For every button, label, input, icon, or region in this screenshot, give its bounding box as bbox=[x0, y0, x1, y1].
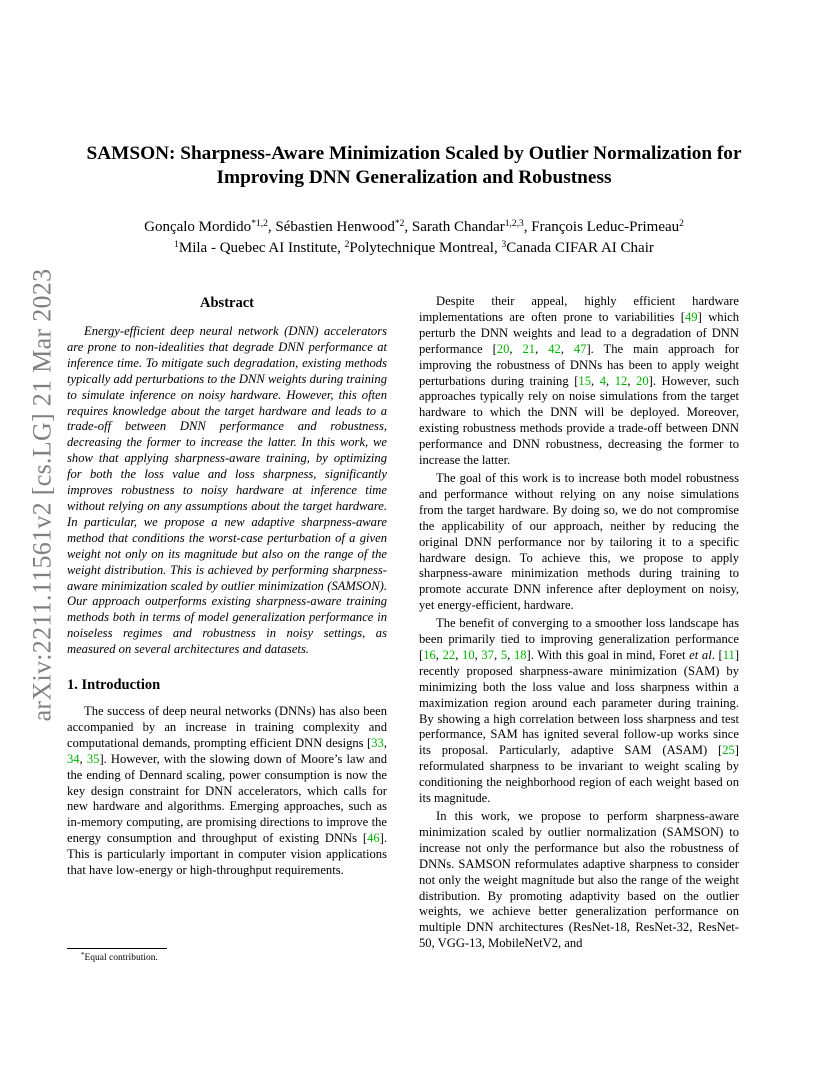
intro-paragraph-3: The goal of this work is to increase both model robustness and performance without relying on any noise simulations from the target hardware. By doing so, we do not compromise the applicability of our approach, neither by reducing the original DNN performance nor by tailoring it to a specific hardware design. To achieve this, we propose to apply sharpness-aware minimization methods during training to promote accurate DNN inference after deployment on noisy, yet energy-efficient, hardware. bbox=[419, 470, 739, 613]
citation-link[interactable]: 5 bbox=[500, 647, 508, 662]
text-run: , bbox=[509, 341, 523, 356]
text-run: ]. With this goal in mind, Foret bbox=[526, 647, 690, 662]
footnote-text: Equal contribution. bbox=[84, 953, 158, 963]
author-3: , Sarath Chandar bbox=[404, 219, 505, 235]
citation-link[interactable]: 4 bbox=[599, 373, 607, 388]
arxiv-identifier-text: arXiv:2211.11561v2 [cs.LG] 21 Mar 2023 bbox=[27, 268, 56, 722]
text-run: , bbox=[79, 751, 87, 766]
author-list bbox=[64, 217, 764, 238]
citation-link[interactable]: 10 bbox=[462, 647, 475, 662]
text-run: ]. The main approach for improving the robustness of DNNs has been to apply weight perturbations during training [ bbox=[419, 341, 740, 388]
author-4: , François Leduc-Primeau bbox=[523, 219, 680, 235]
text-run: The success of deep neural networks (DNNs) has also been accompanied by an increase in training complexity and computational demands, prompting efficient DNN designs [ bbox=[67, 704, 387, 750]
paper-title bbox=[64, 142, 764, 190]
author-block bbox=[64, 217, 764, 259]
text-run: ]. This is particularly important in computer vision applications that have low-energy or high-throughput requirements. bbox=[67, 831, 387, 878]
affil-1-mark: 1 bbox=[174, 240, 179, 250]
affiliation-1: Mila - Quebec AI Institute, bbox=[178, 240, 345, 256]
citation-link[interactable]: 18 bbox=[513, 647, 527, 662]
text-run: The benefit of converging to a smoother loss landscape has been primarily tied to improving generalization performance [ bbox=[419, 616, 739, 662]
text-run: ]. However, such approaches typically rely on noise simulations from the target hardware to which the DNN will be deployed. Moreover, existing robustness methods provide a trade-off between DNN performance and DNN robustness, decreasing the former to increase the latter. bbox=[419, 373, 740, 468]
text-run: , bbox=[455, 647, 463, 662]
text-run: Despite their appeal, highly efficient hardware implementations are often prone to variabilities [ bbox=[419, 294, 739, 324]
text-run: , bbox=[507, 647, 514, 662]
author-4-affil: 2 bbox=[679, 219, 684, 229]
citation-link[interactable]: 15 bbox=[578, 373, 591, 388]
citation-link[interactable]: 16 bbox=[423, 647, 436, 662]
citation-link[interactable]: 20 bbox=[636, 373, 649, 388]
citation-link[interactable]: 22 bbox=[442, 647, 456, 662]
author-2: , Sébastien Henwood bbox=[267, 219, 395, 235]
citation-link[interactable]: 20 bbox=[496, 341, 510, 356]
intro-paragraph-5: In this work, we propose to perform sharpness-aware minimization scaled by outlier normalization (SAMSON) to increase not only the performance but also the robustness of DNNs. SAMSON reformulates adaptive sharpness to consider not only the weight magnitude but also the range of the weight distribution. By promoting adaptivity based on the outlier weights, we achieve better generalization performance on multiple DNN architectures (ResNet-18, ResNet-32, ResNet-50, VGG-13, MobileNetV2, and bbox=[419, 809, 739, 951]
citation-link[interactable]: 49 bbox=[684, 309, 698, 324]
citation-link[interactable]: 11 bbox=[722, 647, 735, 662]
text-run: ]. However, with the slowing down of Moore’s law and the ending of Dennard scaling, power consumption is now the key design constraint for DNN accelerators, which calls for new hardware and algorithms. Emerging approaches, such as in-memory computing, are promising directions to improve the energy consumption and throughput of existing DNNs [ bbox=[67, 751, 388, 846]
text-run: , bbox=[435, 647, 443, 662]
text-run: . [ bbox=[711, 647, 723, 662]
author-2-affil: *2 bbox=[394, 219, 405, 229]
citation-link[interactable]: 21 bbox=[522, 341, 536, 356]
footnote-mark: * bbox=[81, 951, 85, 959]
footnote bbox=[81, 952, 158, 964]
citation-link[interactable]: 25 bbox=[722, 743, 735, 758]
footnote-rule bbox=[67, 948, 167, 949]
citation-link[interactable]: 37 bbox=[481, 647, 495, 662]
text-run: ] which perturb the DNN weights and lead to a degradation of DNN performance [ bbox=[419, 309, 739, 356]
text-run: ] reformulated sharpness to be invariant to weight scaling by conditioning the neighborhood region of each weight based on its magnitude. bbox=[419, 743, 739, 806]
text-run: , bbox=[383, 735, 387, 750]
text-run: ] recently proposed sharpness-aware minimization (SAM) by minimizing both the loss value and loss sharpness within a maximization region around each parameter during training. By showing a high correlation between loss sharpness and test performance, SAM has ignited several follow-up works since its proposal. Particularly, adaptive SAM (ASAM) [ bbox=[419, 647, 740, 758]
text-run: , bbox=[627, 373, 637, 388]
affil-2-mark: 2 bbox=[344, 240, 350, 250]
citation-link[interactable]: 34 bbox=[67, 751, 80, 766]
citation-link[interactable]: 35 bbox=[86, 751, 100, 766]
abstract-heading: Abstract bbox=[200, 295, 254, 311]
affiliation-2: Polytechnique Montreal, bbox=[349, 240, 502, 256]
text-run: , bbox=[494, 647, 501, 662]
text-run: , bbox=[535, 341, 549, 356]
text-run: , bbox=[606, 373, 615, 388]
right-column bbox=[419, 294, 739, 952]
text-run: , bbox=[560, 341, 574, 356]
title-line-1: SAMSON: Sharpness-Aware Minimization Scaled by Outlier Normalization for bbox=[86, 143, 742, 164]
citation-link[interactable]: 46 bbox=[367, 831, 380, 846]
et-al-text: et al bbox=[689, 647, 712, 662]
arxiv-identifier bbox=[20, 268, 64, 722]
author-1: Gonçalo Mordido bbox=[144, 219, 252, 235]
text-run: , bbox=[591, 373, 600, 388]
affil-3-mark: 3 bbox=[501, 240, 507, 250]
intro-paragraph-2 bbox=[419, 294, 739, 469]
affiliation-3: Canada CIFAR AI Chair bbox=[506, 240, 654, 256]
title-line-2: Improving DNN Generalization and Robustness bbox=[216, 167, 612, 188]
author-3-affil: 1,2,3 bbox=[504, 219, 524, 229]
intro-paragraph-4 bbox=[419, 616, 739, 807]
affiliation-list bbox=[64, 238, 764, 259]
citation-link[interactable]: 42 bbox=[548, 341, 561, 356]
citation-link[interactable]: 12 bbox=[614, 373, 628, 388]
intro-paragraph-1 bbox=[67, 704, 387, 879]
citation-link[interactable]: 33 bbox=[371, 735, 384, 750]
abstract-text: Energy-efficient deep neural network (DNN) accelerators are prone to non-idealities that degrade DNN performance at inference time. To mitigate such degradation, existing methods typically add perturbations to the DNN weights during training to simulate inference on noisy hardware. However, this often requires knowledge about the target hardware and leads to a trade-off between DNN performance and robustness, decreasing the former to increase the latter. In this work, we show that applying sharpness-aware training, by optimizing for both the loss value and loss sharpness, significantly improves robustness to noisy hardware at inference time without relying on any assumptions about the target hardware. In particular, we propose a new adaptive sharpness-aware method that conditions the worst-case perturbation of a given weight not only on its magnitude but also on the range of the weight distribution. This is achieved by performing sharpness-aware minimization scaled by outlier minimization (SAMSON). Our approach outperforms existing sharpness-aware training methods both in terms of model generalization performance in noiseless regimes and robustness in noisy settings, as measured on several architectures and datasets. bbox=[67, 324, 387, 657]
text-run: , bbox=[474, 647, 482, 662]
author-1-affil: *1,2 bbox=[251, 219, 268, 229]
left-column bbox=[67, 294, 387, 879]
section-heading-introduction: 1. Introduction bbox=[67, 677, 161, 694]
citation-link[interactable]: 47 bbox=[573, 341, 587, 356]
